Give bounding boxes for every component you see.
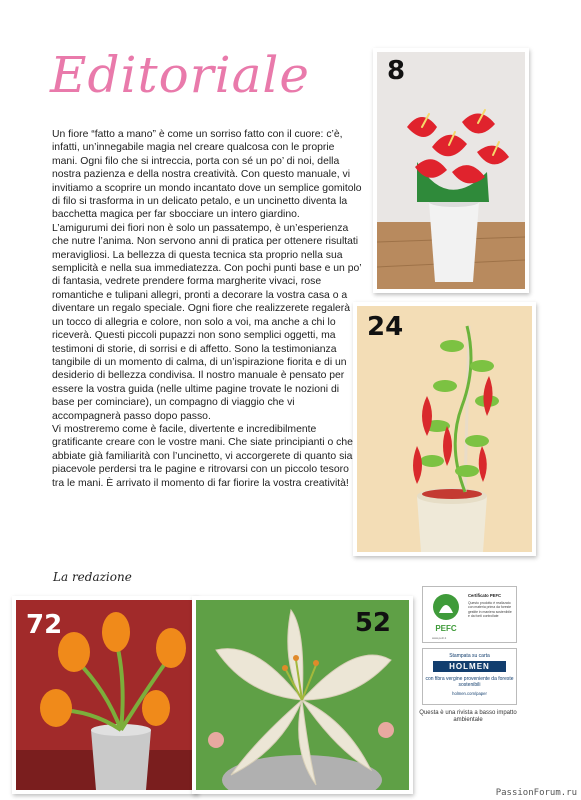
environment-note: Questa è una rivista a basso impatto ambientale <box>419 710 517 723</box>
holmen-brand: HOLMEN <box>433 661 506 672</box>
holmen-printed-on: Stampata su carta <box>449 653 490 659</box>
editorial-body <box>52 128 362 490</box>
holmen-url: holmen.com/paper <box>452 691 487 696</box>
photo-number: 24 <box>367 312 404 342</box>
photo-number: 8 <box>387 56 406 86</box>
svg-text:PEFC: PEFC <box>435 624 457 633</box>
photo-number: 72 <box>26 610 63 640</box>
paragraph: Vi mostreremo come è facile, divertente e incredibilmente gratificante creare con le vostre mani. Che siate principianti o che abbiate già familiarità con l’uncinetto, vi accorgerete di quanto sia piacevole perdersi tra le pagine e ritrovarsi con un piccolo tesoro tra le mani. È arrivato il momento di far fiorire la vostra creatività! <box>52 423 353 489</box>
pefc-description: Questo prodotto è realizzato con materia prima da foreste gestite in maniera sostenibile e da fonti controllate <box>468 601 512 618</box>
paragraph: Un fiore “fatto a mano” è come un sorriso fatto con il cuore: c’è, infatti, un’innegabile magia nel creare qualcosa con le proprie mani. Ogni filo che si intreccia, porta con sé un po’ di noi, della nostra pazienza e della nostra creatività. Con questo manuale, vi invitiamo a scoprire un mondo incantato dove un semplice gomitolo di filo si trasforma in un delicato petalo, e un uncinetto diventa la bacchetta magica per far sbocciare un intero giardino. <box>52 129 362 221</box>
photo-white-lily <box>196 600 409 790</box>
pefc-certification-badge <box>422 586 517 643</box>
pefc-url: www.pefc.it <box>432 636 447 640</box>
photo-anthurium <box>377 52 525 289</box>
holmen-paper-badge <box>422 648 517 705</box>
watermark: PassionForum.ru <box>495 788 577 798</box>
photo-orange-flowers <box>16 600 194 790</box>
photo-number: 52 <box>354 608 391 638</box>
pefc-logo-icon <box>430 593 462 637</box>
paragraph: L’amigurumi dei fiori non è solo un passatempo, è un’esperienza che nutre l’anima. Non servono anni di pratica per ottenere risultati meravigliosi. La bellezza di questa tecnica sta proprio nella sua semplicità e nella sua immediatezza. Con pochi punti base e un po’ di fantasia, vedrete prendere forma margherite vivaci, rose romantiche e tulipani allegri, pronti a decorare la vostra casa o a diventare un regalo speciale. Ogni fiore che realizzerete regalerà un tocco di allegria e colore, non solo a voi, ma anche a chi lo riceverà. Questi piccoli pupazzi non sono semplici oggetti, ma testimoni di storie, di sorrisi e di affetto. Sono la testimonianza tangibile di un momento di calma, di un’ispirazione fiorita e di un desiderio di bellezza condivisa. Il nostro manuale è pensato per essere la vostra guida (nelle ultime pagine trovate le nozioni di base per cominciare), un compagno di viaggio che vi accompagnerà passo dopo passo. <box>52 222 362 422</box>
page-title: Editoriale <box>50 46 310 104</box>
pefc-title: Certificato PEFC <box>468 593 502 598</box>
signature: La redazione <box>53 570 132 584</box>
holmen-fibre: con fibra vergine proveniente da foreste sostenibili <box>425 676 514 688</box>
photo-chili-plant <box>357 306 532 552</box>
